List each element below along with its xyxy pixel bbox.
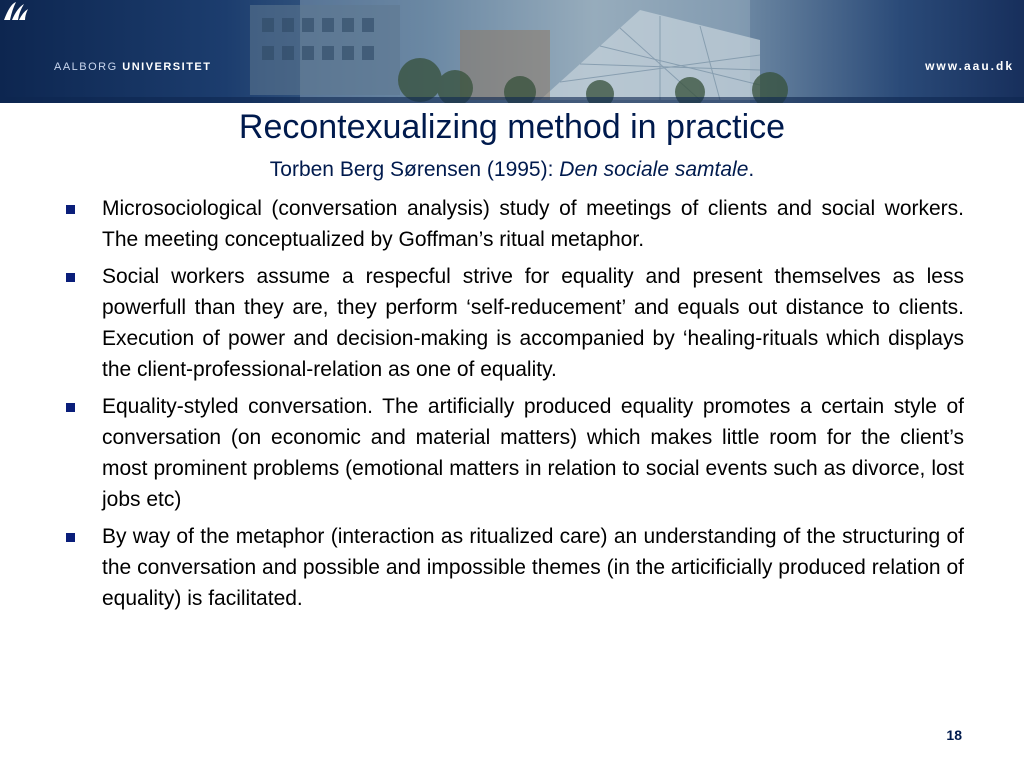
square-bullet-icon: [66, 205, 75, 214]
slide-subtitle: [0, 158, 1024, 182]
subtitle-period: .: [748, 158, 755, 181]
aau-waves-logo-icon: [0, 0, 30, 24]
bullet-text: Social workers assume a respecful strive for equality and present themselves as less powerfull than they are, they perform ‘self-reducement’ and equals out distance to clients. Execution of power and decision-making is accompanied by ‘healing-rituals which displays the client-professional-relation as one of equality.: [102, 265, 964, 381]
logo-word-aalborg: AALBORG: [54, 61, 118, 73]
bullet-text: Microsociological (conversation analysis) study of meetings of clients and social workers. The meeting conceptualized by Goffman’s ritual metaphor.: [102, 197, 964, 251]
page-number: 18: [946, 727, 962, 743]
square-bullet-icon: [66, 403, 75, 412]
square-bullet-icon: [66, 273, 75, 282]
bullet-text: Equality-styled conversation. The artificially produced equality promotes a certain style of conversation (on economic and material matters) which makes little room for the client’s most prominent problems (emotional matters in relation to social events such as divorce, lost jobs etc): [102, 395, 964, 511]
bullet-item: [62, 521, 964, 614]
square-bullet-icon: [66, 533, 75, 542]
bullet-item: [62, 193, 964, 255]
bullet-text: By way of the metaphor (interaction as ritualized care) an understanding of the structuring of the conversation and possible and impossible themes (in the articificially produced relation of equality) is facilitated.: [102, 525, 964, 610]
campus-building-photo: [0, 0, 1024, 103]
header-banner: [0, 0, 1024, 103]
slide-title: Recontexualizing method in practice: [238, 108, 786, 146]
university-logo[interactable]: [54, 61, 211, 73]
subtitle-book-title: Den sociale samtale: [559, 158, 749, 181]
bullet-item: [62, 261, 964, 385]
bullet-list: [62, 193, 964, 620]
logo-word-universitet: UNIVERSITET: [122, 61, 212, 73]
website-url[interactable]: www.aau.dk: [925, 59, 1014, 73]
bullet-item: [62, 391, 964, 515]
subtitle-citation: Torben Berg Sørensen (1995):: [269, 158, 554, 181]
